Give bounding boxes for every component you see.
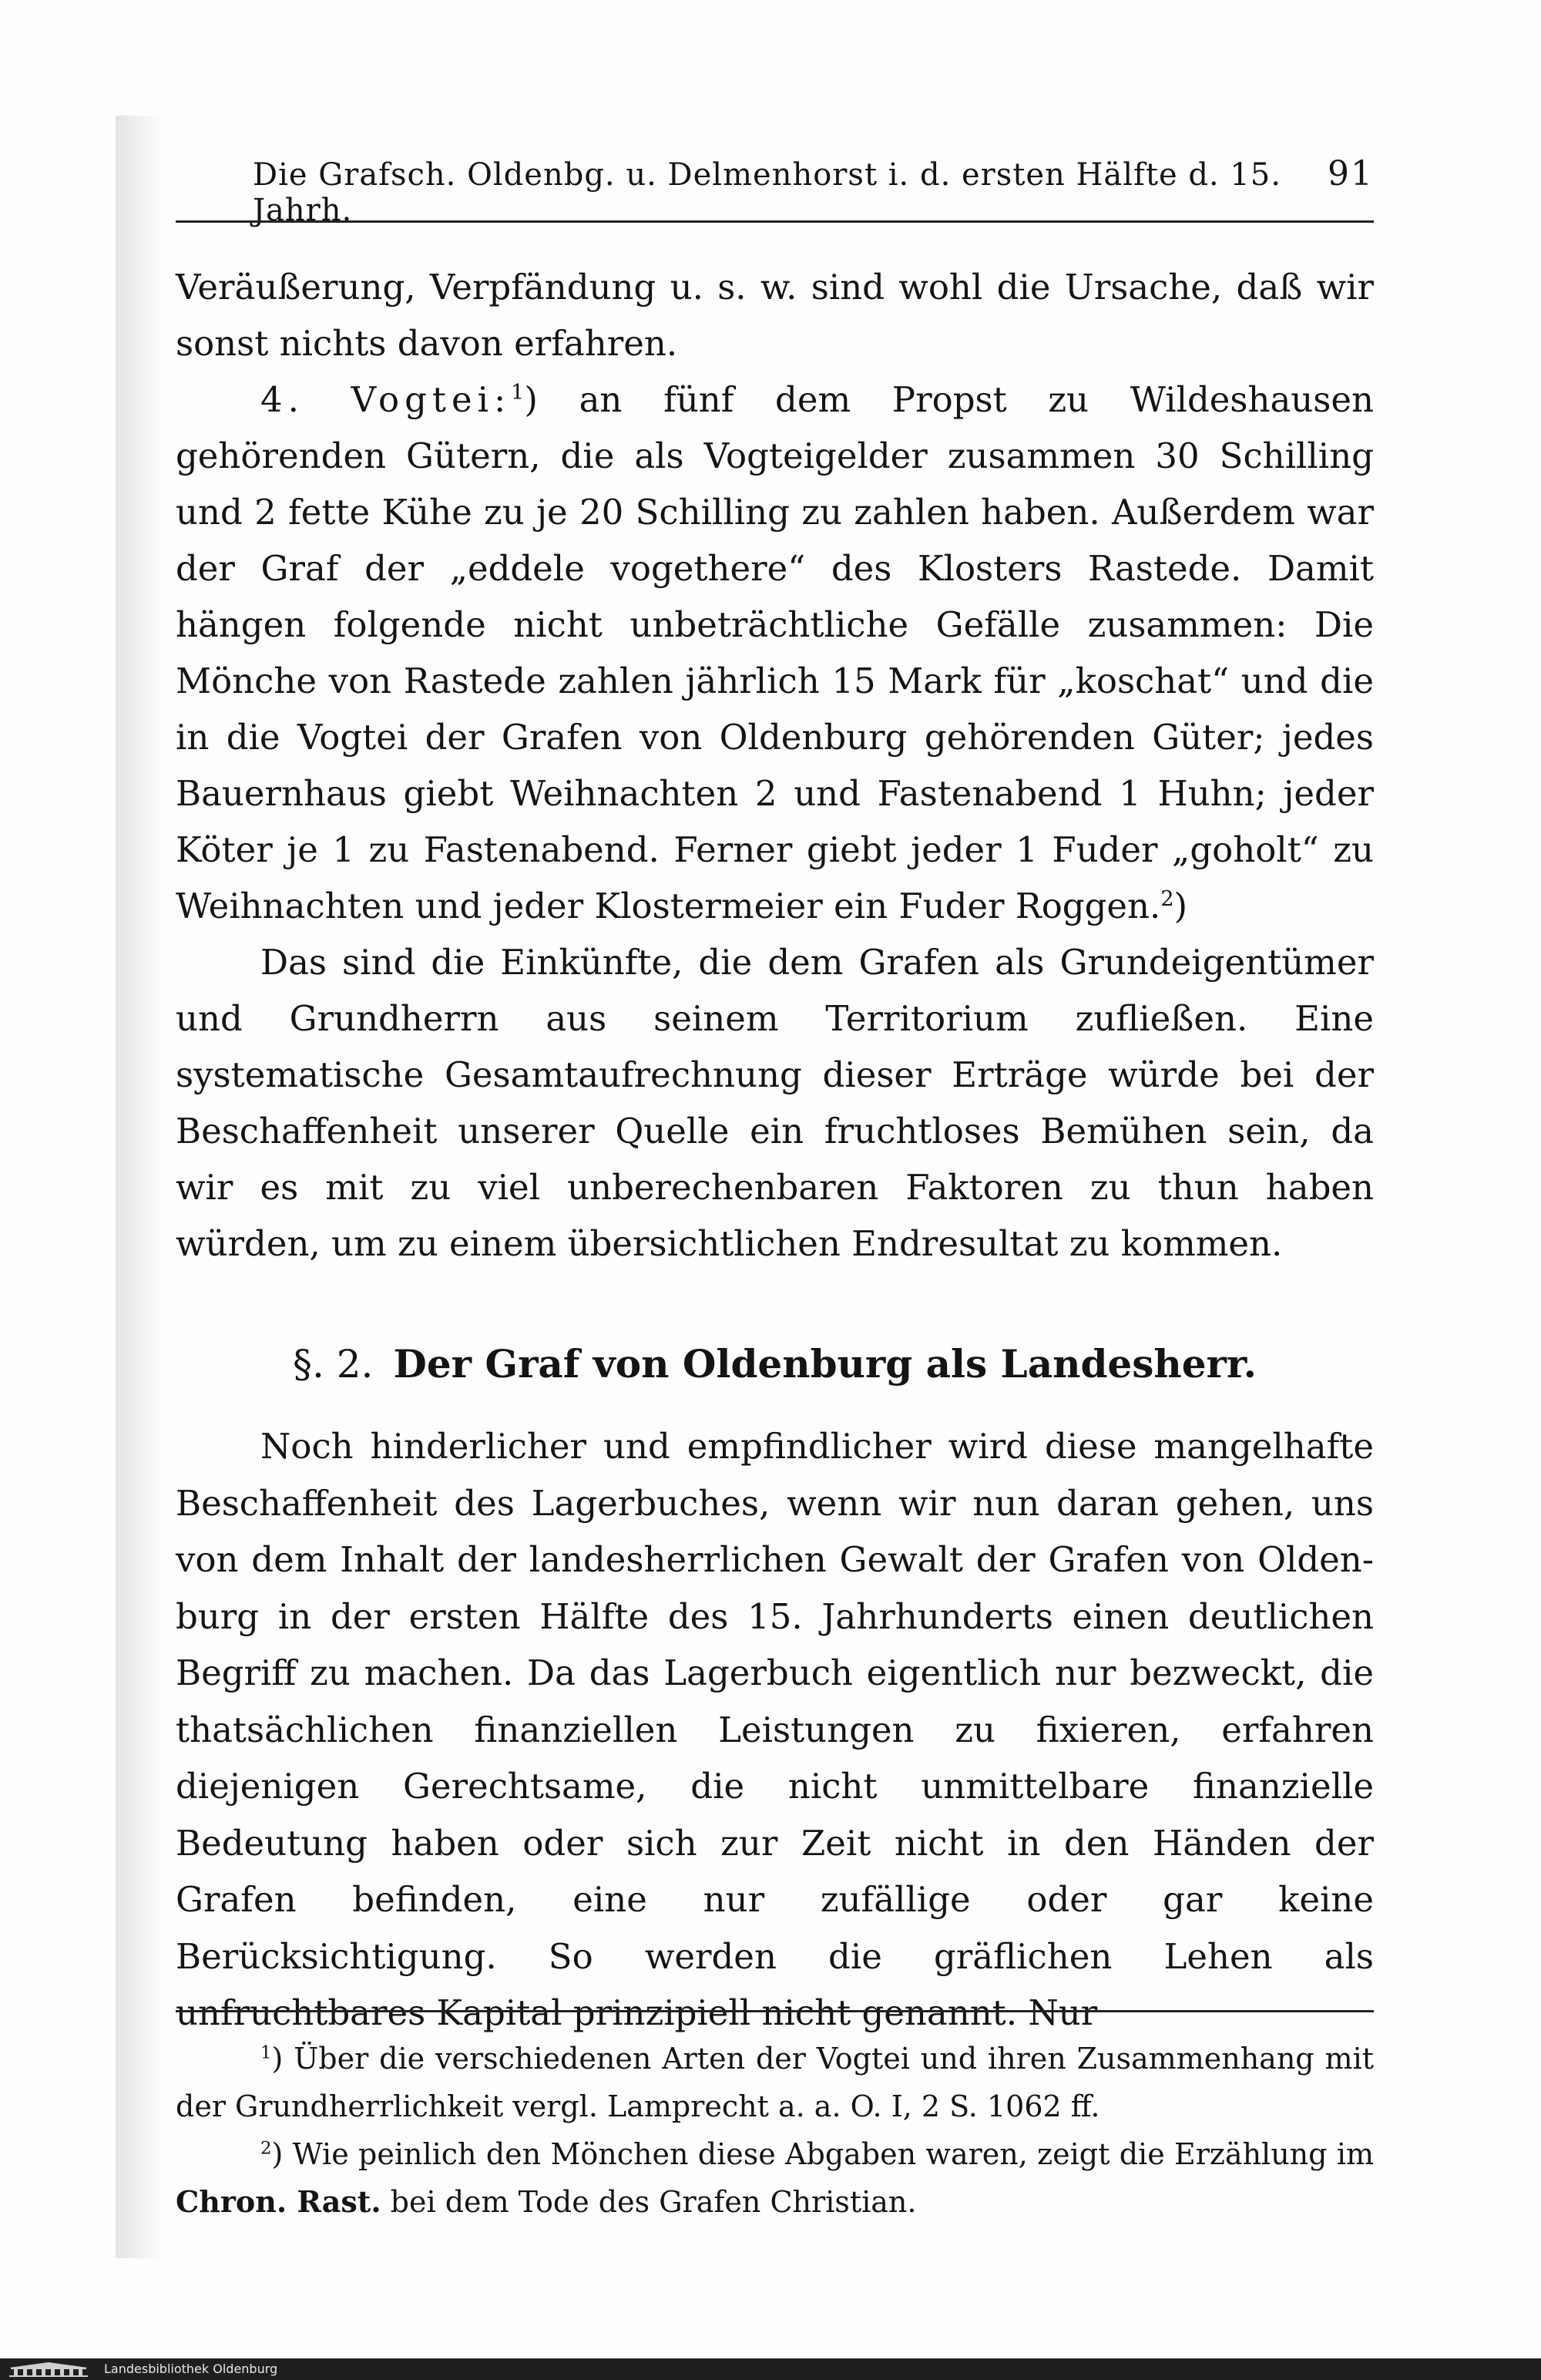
footnote-2-mark: 2 — [260, 2138, 272, 2159]
footnote-2 — [176, 2130, 1374, 2226]
section-number: §. 2. — [292, 1342, 374, 1387]
running-title: Die Grafsch. Oldenbg. u. Delmenhorst i. d. ersten Hälfte d. 15. Jahrh. — [253, 157, 1281, 228]
header-rule — [176, 220, 1374, 223]
section-title: Der Graf von Oldenburg als Landesherr. — [393, 1341, 1257, 1387]
section-text-block — [176, 1418, 1374, 2042]
paragraph-1: Veräußerung, Verpfändung u. s. w. sind wohl die Ursache, daß wir sonst nichts davon erfahren. — [176, 267, 1374, 364]
footnote-1-mark: 1 — [260, 2042, 272, 2063]
section-paragraph-1: Noch hinderlicher und empfindlicher wird diese mangelhafte Beschaffenheit des Lagerbuches, wenn wir nun daran gehen, uns von dem Inhalt der landesherrlichen Gewalt der Grafen von Oldenburg in der ersten Hälfte des 15. Jahrhunderts einen deutlichen Begriff zu machen. Da das Lagerbuch eigentlich nur bezweckt, die thatsächlichen finanziellen Leistungen zu fixieren, erfahren diejenigen Gerechtsame, die nicht unmittelbare finanzielle Bedeutung haben oder sich zur Zeit nicht in den Händen der Grafen befinden, eine nur zufällige oder gar keine Berücksichtigung. So werden die gräflichen Lehen als unfruchtbares Kapital prinzipiell nicht genannt. Nur — [176, 1426, 1374, 2033]
paragraph-2-text: ) an fünf dem Propst zu Wildeshausen gehörenden Gütern, die als Vogteigelder zusammen 30 Schilling und 2 fette Kühe zu je 20 Schilling zu zahlen haben. Außerdem war der Graf der „eddele vogethere“ des Klosters Rastede. Damit hängen folgende nicht unbeträchtliche Gefälle zusammen: Die Mönche von Rastede zahlen jährlich 15 Mark für „koschat“ und die in die Vogtei der Grafen von Oldenburg gehörenden Güter; jedes Bauernhaus giebt Weihnachten 2 und Fastenabend 1 Huhn; jeder Köter je 1 zu Fastenabend. Ferner giebt jeder 1 Fuder „goholt“ zu Weihnachten und jeder Klostermeier ein Fuder Roggen. — [176, 379, 1374, 926]
library-building-icon — [6, 2362, 91, 2377]
paragraph-2-end: ) — [1173, 886, 1188, 926]
footnote-2-text-a: ) Wie peinlich den Mönchen diese Abgaben waren, zeigt die Erzählung im — [271, 2137, 1374, 2171]
footnote-ref-2: 2 — [1160, 886, 1174, 911]
footnote-rule — [176, 2010, 1374, 2012]
footnote-1 — [176, 2035, 1374, 2130]
footnote-2-source: Chron. Rast. — [176, 2184, 381, 2219]
section-heading — [176, 1333, 1374, 1395]
footnote-2-text-b: bei dem Tode des Grafen Christian. — [381, 2185, 917, 2219]
paragraph-2 — [176, 371, 1374, 934]
gutter-shadow — [116, 116, 162, 2258]
page-number: 91 — [1328, 154, 1374, 193]
library-footer-bar — [0, 2358, 1541, 2380]
footnotes — [176, 2035, 1374, 2226]
footnote-ref-1: 1 — [511, 380, 525, 405]
footnote-1-text: ) Über die verschiedenen Arten der Vogtei und ihren Zusammenhang mit der Grundherrlichkeit vergl. Lamprecht a. a. O. I, 2 S. 1062 ff. — [176, 2042, 1374, 2123]
paragraph-3: Das sind die Einkünfte, die dem Grafen als Grundeigentümer und Grundherrn aus seinem Territorium zufließen. Eine systematische Gesamtaufrechnung dieser Erträge würde bei der Beschaffenheit unserer Quelle ein fruchtloses Bemühen sein, da wir es mit zu viel unberechenbaren Faktoren zu thun haben würden, um zu einem übersichtlichen Endresultat zu kommen. — [176, 942, 1374, 1264]
running-head — [176, 154, 1374, 228]
vogtei-label: 4. Vogtei: — [260, 379, 512, 420]
main-text-block — [176, 259, 1374, 1272]
library-name: Landesbibliothek Oldenburg — [104, 2362, 278, 2376]
